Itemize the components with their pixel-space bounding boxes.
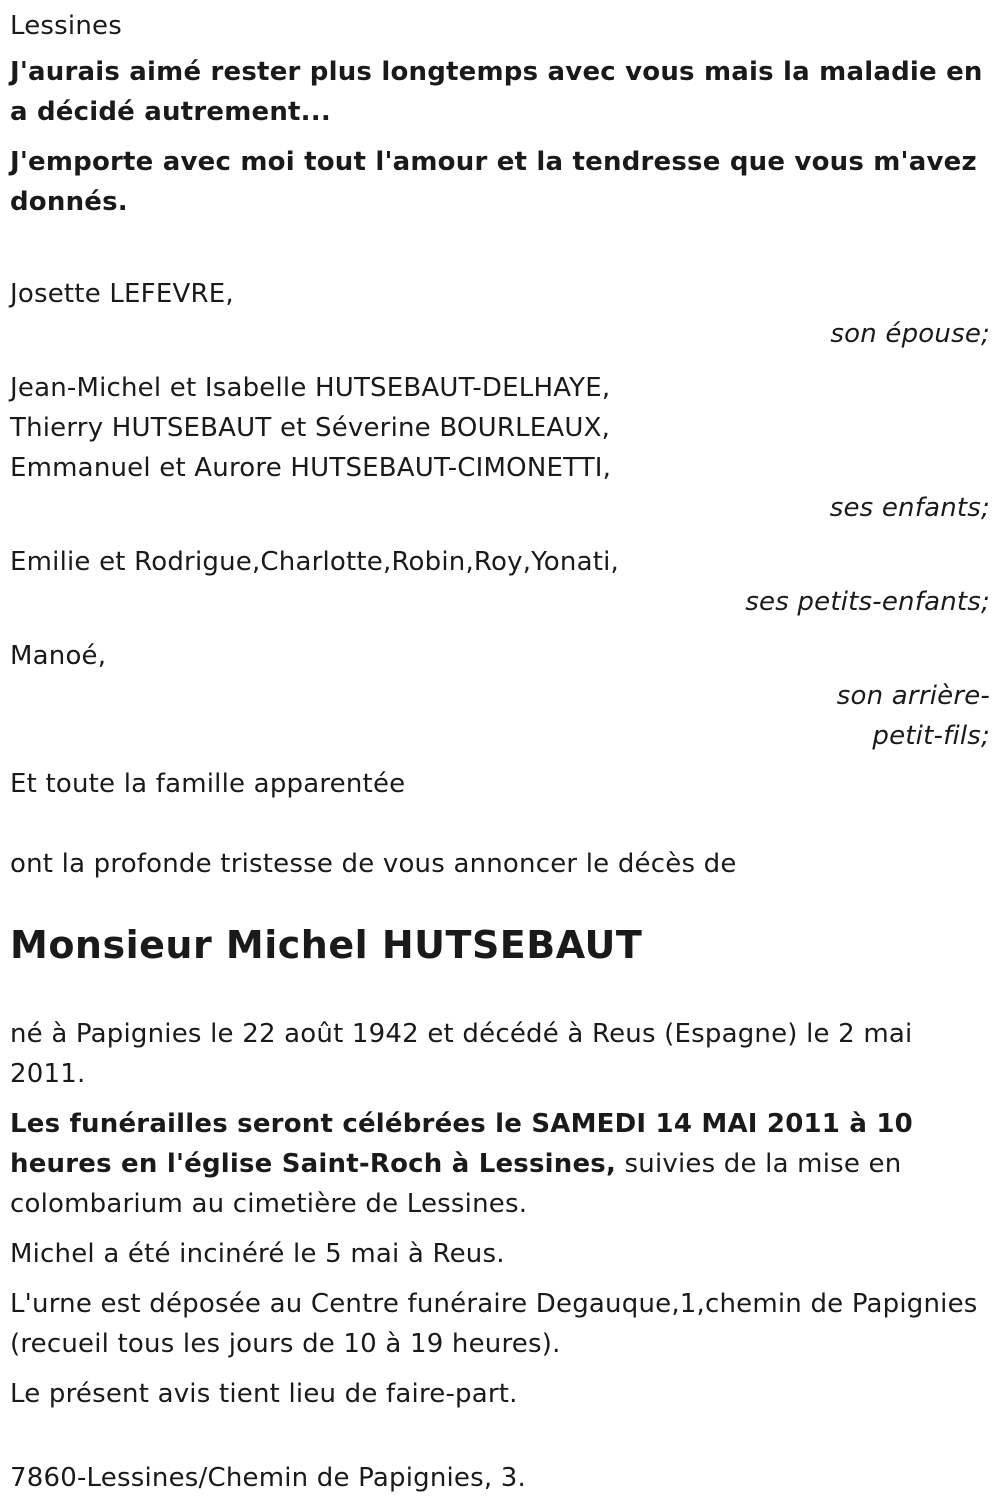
- spouse-name: Josette LEFEVRE,: [10, 279, 234, 309]
- child-line-2: Thierry HUTSEBAUT et Séverine BOURLEAUX,: [10, 413, 611, 443]
- grandchildren-role: ses petits-enfants;: [745, 587, 990, 617]
- spouse-role: son épouse;: [830, 319, 990, 349]
- grandchildren-names: Emilie et Rodrigue,Charlotte,Robin,Roy,Yonati,: [10, 547, 620, 577]
- opening-quote-1: J'aurais aimé rester plus longtemps avec vous mais la maladie en a décidé autrement...: [10, 57, 983, 127]
- child-line-1: Jean-Michel et Isabelle HUTSEBAUT-DELHAYE,: [10, 373, 611, 403]
- opening-quote-2: J'emporte avec moi tout l'amour et la tendresse que vous m'avez donnés.: [10, 147, 977, 217]
- spacer: [10, 804, 990, 844]
- deceased-name: Monsieur Michel HUTSEBAUT: [10, 923, 643, 967]
- great-grandchild-role-line-2: petit-fils;: [872, 721, 990, 751]
- urn-location: L'urne est déposée au Centre funéraire Degauque,1,chemin de Papignies (recueil tous les jours de 10 à 19 heures).: [10, 1289, 978, 1359]
- funeral-details-rest: suivies de la mise en colombarium au cimetière de Lessines.: [10, 1149, 902, 1219]
- birth-death-details: né à Papignies le 22 août 1942 et décédé à Reus (Espagne) le 2 mai 2011.: [10, 1019, 913, 1089]
- extended-family: Et toute la famille apparentée: [10, 769, 406, 799]
- funeral-details-bold: Les funérailles seront célébrées le SAMEDI 14 MAI 2011 à 10 heures en l'église Saint-Roch à Lessines,: [10, 1109, 913, 1179]
- notice-statement: Le présent avis tient lieu de faire-part.: [10, 1379, 518, 1409]
- funeral-details: [10, 1104, 990, 1224]
- family-address: 7860-Lessines/Chemin de Papignies, 3.: [10, 1463, 527, 1493]
- great-grandchild-name: Manoé,: [10, 641, 107, 671]
- child-line-3: Emmanuel et Aurore HUTSEBAUT-CIMONETTI,: [10, 453, 612, 483]
- spacer: [10, 1424, 990, 1458]
- location-heading: Lessines: [10, 11, 122, 41]
- announcement-intro: ont la profonde tristesse de vous annoncer le décès de: [10, 849, 737, 879]
- spacer: [10, 232, 990, 274]
- cremation-note: Michel a été incinéré le 5 mai à Reus.: [10, 1239, 505, 1269]
- children-role: ses enfants;: [829, 493, 990, 523]
- great-grandchild-role-line-1: son arrière-: [836, 681, 990, 711]
- great-grandchild-role: [10, 676, 990, 756]
